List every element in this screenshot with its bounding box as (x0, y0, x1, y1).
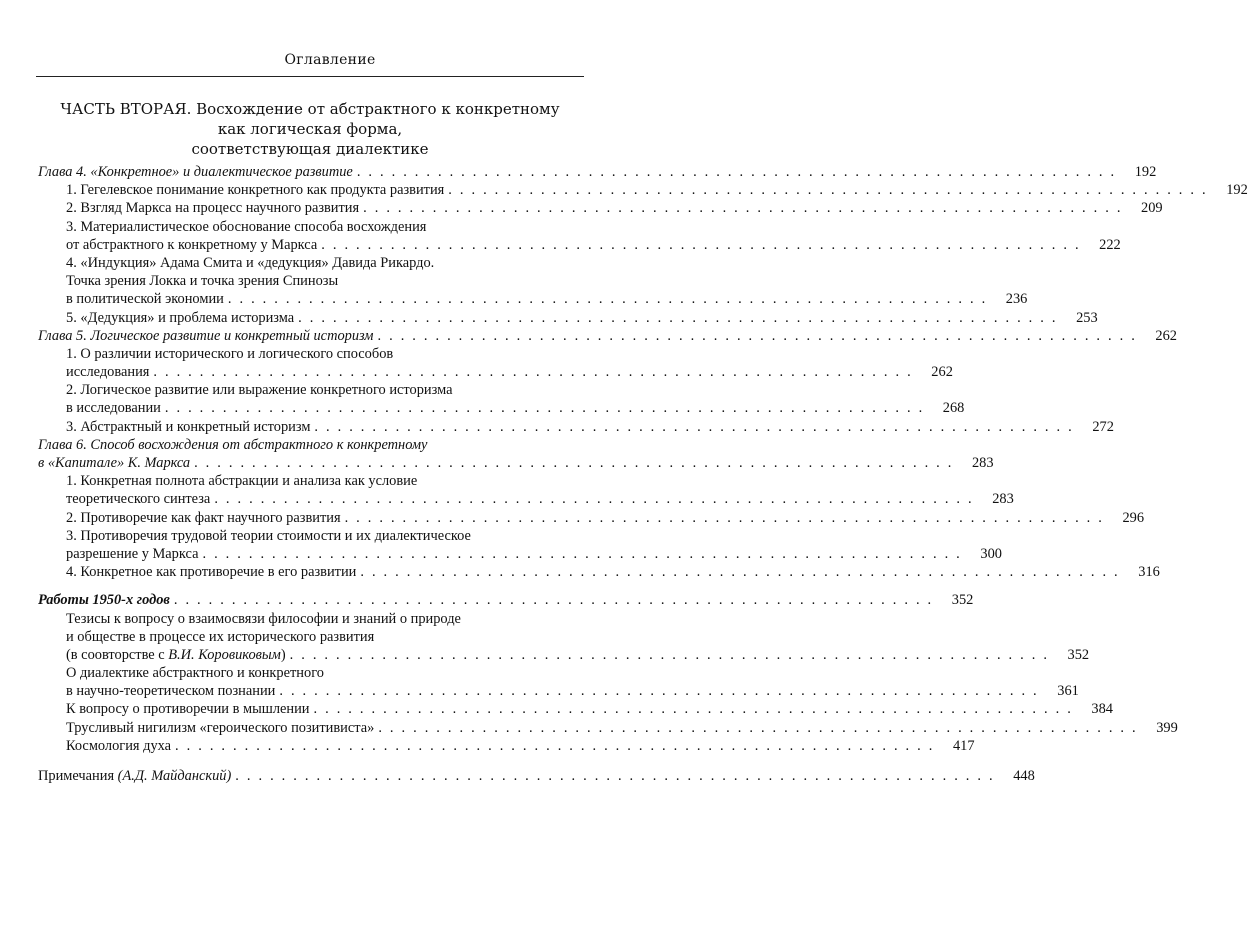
dot-leader: . . . . . . . . . . . . . . . . . . . . . . . . . . . . . . . . . . . . . . . . . . . . . . . . . . . . . . . . . . . . . . . . . . (289, 646, 1050, 663)
toc-text-segment: Космология духа (66, 737, 172, 754)
toc-text-segment: Примечания (38, 768, 118, 784)
toc-entry-title (66, 737, 171, 755)
toc-text-segment: разрешение у Маркса (66, 545, 199, 562)
toc-chapter-entry (38, 436, 582, 454)
toc-entry (38, 628, 582, 646)
page-number: 296 (1122, 509, 1145, 526)
toc-text-segment: 4. Конкретное как противоречие в его развитии (66, 564, 357, 581)
page-number: 283 (971, 455, 994, 471)
toc-entry-title (66, 290, 224, 308)
toc-chapter-entry (38, 454, 994, 472)
dot-leader: . . . . . . . . . . . . . . . . . . . . . . . . . . . . . . . . . . . . . . . . . . . . . . . . . . . . . . . . . . . . . . . . . . (356, 164, 1117, 180)
toc-entry-title (66, 509, 341, 527)
toc-entry-title (38, 767, 231, 785)
toc-entry-title (66, 272, 338, 290)
toc-text-segment: от абстрактного к конкретному у Маркса (66, 236, 318, 253)
toc-text-segment: 3. Противоречия трудовой теории стоимости и их диалектическое (66, 527, 471, 544)
dot-leader: . . . . . . . . . . . . . . . . . . . . . . . . . . . . . . . . . . . . . . . . . . . . . . . . . . . . . . . . . . . . . . . . . . (344, 509, 1105, 526)
toc-entry (38, 545, 1002, 563)
dot-leader: . . . . . . . . . . . . . . . . . . . . . . . . . . . . . . . . . . . . . . . . . . . . . . . . . . . . . . . . . . . . . . . . . . (175, 737, 935, 754)
toc-entry-title (66, 381, 452, 399)
toc-entry (38, 737, 975, 755)
toc-text-segment: 1. Гегелевское понимание конкретного как продукта развития (66, 182, 445, 199)
toc-text-segment: и обществе в процессе их исторического развития (66, 628, 375, 645)
page-number: 399 (1156, 719, 1178, 736)
toc-chapter-entry (38, 767, 1035, 785)
toc-text-segment: в научно-теоретическом познании (66, 683, 276, 700)
toc-entry (38, 236, 1121, 254)
toc-entry-title (38, 327, 374, 345)
dot-leader: . . . . . . . . . . . . . . . . . . . . . . . . . . . . . . . . . . . . . . . . . . . . . . . . . . . . . . . . . . . . . . . . . . (153, 364, 913, 381)
part-title-line: как логическая форма, (217, 120, 403, 138)
dot-leader: . . . . . . . . . . . . . . . . . . . . . . . . . . . . . . . . . . . . . . . . . . . . . . . . . . . . . . . . . . . . . . . . . . (298, 309, 1058, 326)
toc-text-segment: Трусливый нигилизм «героического позитивиста» (66, 719, 375, 736)
toc-text-segment: ) (280, 646, 286, 663)
toc-chapter-entry (38, 327, 1177, 345)
dot-leader: . . . . . . . . . . . . . . . . . . . . . . . . . . . . . . . . . . . . . . . . . . . . . . . . . . . . . . . . . . . . . . . . . . (378, 719, 1138, 736)
dot-leader: . . . . . . . . . . . . . . . . . . . . . . . . . . . . . . . . . . . . . . . . . . . . . . . . . . . . . . . . . . . . . . . . . . (448, 182, 1208, 199)
section-gap (38, 755, 582, 767)
toc-entry-title (66, 218, 426, 236)
toc-text-segment: Глава 6. Способ восхождения от абстрактного к конкретному (38, 436, 428, 453)
toc-text-segment: 4. «Индукция» Адама Смита и «дедукция» Давида Рикардо. (66, 254, 435, 271)
page-number: 262 (1155, 327, 1177, 344)
dot-leader: . . . . . . . . . . . . . . . . . . . . . . . . . . . . . . . . . . . . . . . . . . . . . . . . . . . . . . . . . . . . . . . . . . (194, 455, 954, 471)
toc-entry-title (38, 591, 170, 609)
toc-text-segment: Точка зрения Локка и точка зрения Спинозы (66, 273, 339, 290)
toc-text-segment: (в соовторстве с (66, 646, 169, 663)
toc-text-segment: Глава 4. «Конкретное» и диалектическое развитие (38, 164, 353, 180)
toc-text-segment: Работы 1950-х годов (38, 592, 170, 609)
toc-entry (38, 272, 582, 290)
toc-entry-title (66, 628, 374, 646)
toc-text-segment: (А.Д. Майданский) (117, 768, 232, 784)
toc-entry (38, 363, 953, 381)
toc-text-segment: 2. Логическое развитие или выражение конкретного историзма (66, 382, 453, 399)
toc-entry (38, 345, 582, 363)
page-number: 262 (931, 364, 953, 381)
page-number: 352 (1067, 646, 1090, 663)
page-number: 268 (942, 400, 965, 417)
dot-leader: . . . . . . . . . . . . . . . . . . . . . . . . . . . . . . . . . . . . . . . . . . . . . . . . . . . . . . . . . . . . . . . . . . (202, 545, 962, 562)
toc-entry-title (66, 472, 417, 490)
page-number: 192 (1134, 164, 1157, 180)
toc-entry-title (66, 682, 275, 700)
toc-entry-title (66, 545, 198, 563)
toc-entry (38, 664, 582, 682)
toc-chapter-entry (38, 163, 1157, 181)
toc-text-segment: О диалектике абстрактного и конкретного (66, 665, 324, 682)
toc-entry-title (38, 436, 427, 454)
toc-entry-title (66, 236, 317, 254)
toc-entry-title (66, 527, 471, 545)
part-title-line: ЧАСТЬ ВТОРАЯ. Восхождение от абстрактного к конкретному (60, 100, 560, 118)
toc-text-segment: теоретического синтеза (66, 491, 211, 508)
header-rule (36, 76, 584, 77)
toc-entry (38, 290, 1028, 308)
toc-entry (38, 719, 1178, 737)
toc-entry-title (66, 563, 356, 581)
dot-leader: . . . . . . . . . . . . . . . . . . . . . . . . . . . . . . . . . . . . . . . . . . . . . . . . . . . . . . . . . . . . . . . . . . (214, 491, 974, 508)
part-title (36, 99, 584, 159)
toc-entry-title (66, 490, 210, 508)
toc-text-segment: в политической экономии (66, 291, 224, 308)
toc-entry (38, 418, 1114, 436)
toc-entry (38, 509, 1145, 527)
toc-text-segment: исследования (66, 364, 150, 381)
toc-text-segment: 3. Абстрактный и конкретный историзм (66, 418, 311, 435)
toc-text-segment: 5. «Дедукция» и проблема историзма (66, 309, 295, 326)
dot-leader: . . . . . . . . . . . . . . . . . . . . . . . . . . . . . . . . . . . . . . . . . . . . . . . . . . . . . . . . . . . . . . . . . . (227, 291, 988, 308)
toc-entry-title (66, 610, 461, 628)
toc-entry (38, 563, 1160, 581)
page-number: 300 (980, 545, 1002, 562)
toc-text-segment: 1. Конкретная полнота абстракции и анализа как условие (66, 473, 418, 490)
page-number: 209 (1141, 200, 1163, 217)
page-number: 384 (1091, 701, 1113, 718)
page-number: 236 (1005, 291, 1028, 308)
toc-entry-title (66, 363, 149, 381)
section-gap (38, 581, 582, 591)
dot-leader: . . . . . . . . . . . . . . . . . . . . . . . . . . . . . . . . . . . . . . . . . . . . . . . . . . . . . . . . . . . . . . . . . . (321, 236, 1081, 253)
page-number: 352 (951, 592, 974, 609)
toc-entry (38, 218, 582, 236)
toc-entry-title (38, 454, 190, 472)
toc-entry-title (66, 254, 434, 272)
toc-entry (38, 309, 1098, 327)
page-number: 361 (1057, 683, 1079, 700)
toc-text-segment: Тезисы к вопросу о взаимосвязи философии и знаний о природе (66, 610, 461, 627)
toc-entry-title (66, 309, 294, 327)
toc-entry-title (66, 418, 310, 436)
toc-entry-title (66, 345, 393, 363)
dot-leader: . . . . . . . . . . . . . . . . . . . . . . . . . . . . . . . . . . . . . . . . . . . . . . . . . . . . . . . . . . . . . . . . . . (377, 327, 1137, 344)
toc-entry-title (38, 163, 353, 181)
toc-text-segment: В.И. Коровиковым (168, 646, 281, 663)
toc-entry (38, 181, 1248, 199)
toc-text-segment: 1. О различии исторического и логического способов (66, 345, 394, 362)
toc-chapter-entry (38, 591, 974, 609)
dot-leader: . . . . . . . . . . . . . . . . . . . . . . . . . . . . . . . . . . . . . . . . . . . . . . . . . . . . . . . . . . . . . . . . . . (314, 418, 1074, 435)
toc-entry-title (66, 399, 161, 417)
dot-leader: . . . . . . . . . . . . . . . . . . . . . . . . . . . . . . . . . . . . . . . . . . . . . . . . . . . . . . . . . . . . . . . . . . (173, 592, 934, 609)
dot-leader: . . . . . . . . . . . . . . . . . . . . . . . . . . . . . . . . . . . . . . . . . . . . . . . . . . . . . . . . . . . . . . . . . . (235, 768, 995, 784)
toc-entry (38, 610, 582, 628)
toc-entry (38, 254, 582, 272)
toc-entry-title (66, 199, 359, 217)
page-number: 283 (992, 491, 1014, 508)
toc-entry (38, 199, 1163, 217)
toc-entry-title (66, 719, 374, 737)
toc-entry (38, 700, 1113, 718)
page-number: 316 (1138, 564, 1160, 581)
toc-text-segment: Глава 5. Логическое развитие и конкретный историзм (38, 327, 374, 344)
toc-text-segment: 2. Взгляд Маркса на процесс научного развития (66, 200, 360, 217)
dot-leader: . . . . . . . . . . . . . . . . . . . . . . . . . . . . . . . . . . . . . . . . . . . . . . . . . . . . . . . . . . . . . . . . . . (360, 564, 1120, 581)
dot-leader: . . . . . . . . . . . . . . . . . . . . . . . . . . . . . . . . . . . . . . . . . . . . . . . . . . . . . . . . . . . . . . . . . . (279, 683, 1039, 700)
page-number: 192 (1226, 182, 1248, 199)
page-number: 222 (1099, 236, 1121, 253)
page-number: 253 (1076, 309, 1098, 326)
toc-entry (38, 399, 965, 417)
toc-text-segment: в исследовании (66, 400, 161, 417)
toc-entry (38, 472, 582, 490)
toc-entry (38, 527, 582, 545)
toc-entry (38, 682, 1079, 700)
toc-entry (38, 646, 1090, 664)
table-of-contents (38, 163, 1248, 785)
toc-entry-title (66, 646, 286, 664)
toc-entry (38, 381, 582, 399)
dot-leader: . . . . . . . . . . . . . . . . . . . . . . . . . . . . . . . . . . . . . . . . . . . . . . . . . . . . . . . . . . . . . . . . . . (363, 200, 1123, 217)
page-number: 272 (1092, 418, 1114, 435)
toc-entry-title (66, 664, 324, 682)
page-number: 417 (952, 737, 975, 754)
toc-entry-title (66, 700, 310, 718)
part-title-line: соответствующая диалектике (191, 140, 429, 158)
dot-leader: . . . . . . . . . . . . . . . . . . . . . . . . . . . . . . . . . . . . . . . . . . . . . . . . . . . . . . . . . . . . . . . . . . (313, 701, 1073, 718)
toc-text-segment: 2. Противоречие как факт научного развития (66, 509, 341, 526)
toc-text-segment: К вопросу о противоречии в мышлении (66, 701, 310, 718)
toc-text-segment: 3. Материалистическое обоснование способа восхождения (66, 218, 427, 235)
toc-entry (38, 490, 1014, 508)
toc-text-segment: в «Капитале» К. Маркса (38, 455, 191, 471)
toc-entry-title (66, 181, 444, 199)
running-header: Оглавление (284, 52, 376, 68)
dot-leader: . . . . . . . . . . . . . . . . . . . . . . . . . . . . . . . . . . . . . . . . . . . . . . . . . . . . . . . . . . . . . . . . . . (164, 400, 925, 417)
page-number: 448 (1013, 768, 1035, 784)
